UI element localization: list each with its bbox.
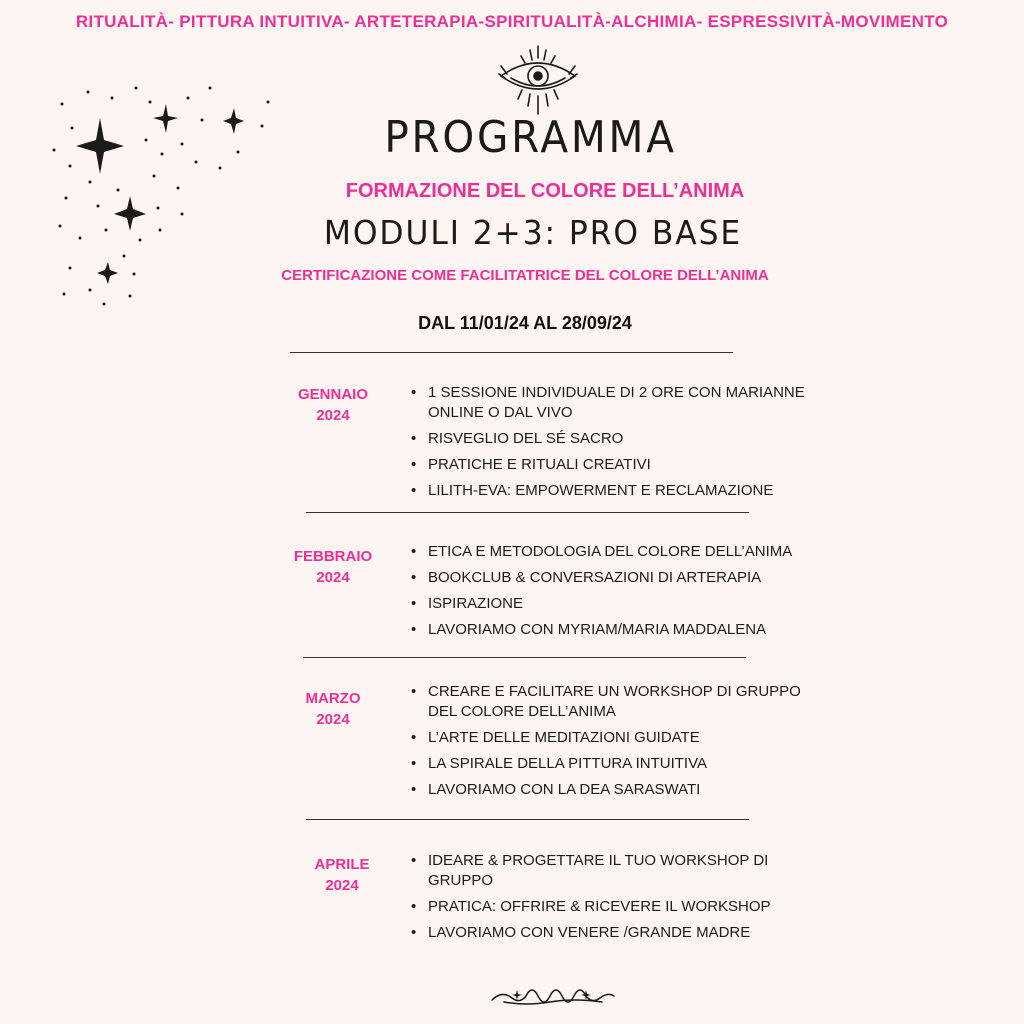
section-list	[411, 383, 831, 507]
modules-heading: MODULI 2+3: PRO BASE	[323, 213, 743, 252]
month-year: 2024	[316, 711, 350, 728]
divider	[306, 512, 749, 513]
list-item: • L’ARTE DELLE MEDITAZIONI GUIDATE	[411, 728, 831, 748]
list-item: • LA SPIRALE DELLA PITTURA INTUITIVA	[411, 754, 831, 774]
list-item: • LAVORIAMO CON MYRIAM/MARIA MADDALENA	[411, 620, 831, 640]
eye-icon	[497, 44, 579, 116]
divider	[290, 352, 733, 353]
page-title: PROGRAMMA	[384, 112, 677, 163]
list-item: • ETICA E METODOLOGIA DEL COLORE DELL’ANIMA	[411, 542, 831, 562]
divider	[303, 657, 746, 658]
month-name: GENNAIO	[297, 386, 368, 403]
month-label	[273, 546, 393, 588]
list-item: • PRATICA: OFFRIRE & RICEVERE IL WORKSHOP	[411, 897, 831, 917]
list-item: • LAVORIAMO CON VENERE /GRANDE MADRE	[411, 923, 831, 943]
list-item: • IDEARE & PROGETTARE IL TUO WORKSHOP DI GRUPPO	[411, 851, 831, 891]
month-name: FEBBRAIO	[293, 548, 373, 565]
section-list	[411, 542, 831, 646]
list-item: • PRATICHE E RITUALI CREATIVI	[411, 455, 831, 475]
month-name: MARZO	[305, 690, 361, 707]
date-range: DAL 11/01/24 AL 28/09/24	[418, 313, 632, 333]
month-year: 2024	[325, 877, 359, 894]
list-item: • 1 SESSIONE INDIVIDUALE DI 2 ORE CON MARIANNE ONLINE O DAL VIVO	[411, 383, 831, 423]
month-label	[273, 688, 393, 730]
month-year: 2024	[316, 407, 350, 424]
tagline: RITUALITÀ- PITTURA INTUITIVA- ARTETERAPIA-SPIRITUALITÀ-ALCHIMIA- ESPRESSIVITÀ-MOVIMENTO	[75, 12, 949, 31]
month-year: 2024	[316, 569, 350, 586]
certification-line: CERTIFICAZIONE COME FACILITATRICE DEL COLORE DELL’ANIMA	[281, 267, 769, 284]
subtitle: FORMAZIONE DEL COLORE DELL’ANIMA	[345, 180, 745, 202]
section-list	[411, 682, 831, 806]
list-item: • LILITH-EVA: EMPOWERMENT E RECLAMAZIONE	[411, 481, 831, 501]
wave-ornament-icon	[490, 978, 616, 1014]
divider	[306, 819, 749, 820]
list-item: • RISVEGLIO DEL SÉ SACRO	[411, 429, 831, 449]
list-item: • CREARE E FACILITARE UN WORKSHOP DI GRUPPO DEL COLORE DELL’ANIMA	[411, 682, 831, 722]
month-label	[273, 384, 393, 426]
month-label	[282, 854, 402, 896]
list-item: • BOOKCLUB & CONVERSAZIONI DI ARTERAPIA	[411, 568, 831, 588]
section-list	[411, 851, 831, 949]
list-item: • ISPIRAZIONE	[411, 594, 831, 614]
list-item: • LAVORIAMO CON LA DEA SARASWATI	[411, 780, 831, 800]
month-name: APRILE	[314, 856, 370, 873]
